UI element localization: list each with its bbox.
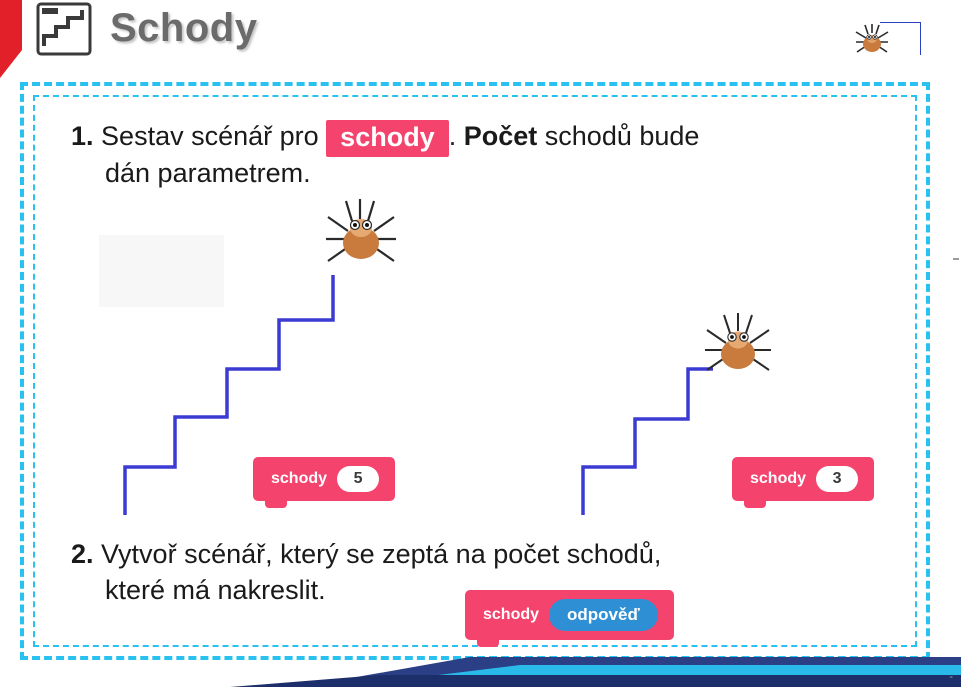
- task-1-period: .: [448, 121, 457, 151]
- scratch-block-schody-3[interactable]: [732, 457, 874, 501]
- task-1-line2: dán parametrem.: [105, 158, 311, 189]
- page-header: [0, 0, 961, 78]
- scratch-block-schody-5[interactable]: [253, 457, 395, 501]
- scratch-block-label-2: schody: [750, 470, 807, 487]
- spider-icon: [848, 20, 896, 60]
- task-1-bold-pocet: Počet: [463, 121, 538, 151]
- task-2-line2: které má nakreslit.: [105, 574, 326, 605]
- scratch-block-value-3[interactable]: odpověď: [549, 599, 658, 631]
- stairs-document-icon: [36, 2, 92, 56]
- task-2-number: 2.: [71, 539, 94, 569]
- scratch-block-label-1: schody: [271, 470, 328, 487]
- scratch-block-schody-odpoved[interactable]: [465, 590, 674, 640]
- page-title: Schody: [110, 6, 258, 50]
- task-1: [71, 119, 911, 192]
- side-tick-mark: [953, 258, 959, 260]
- scratch-block-value-2[interactable]: 3: [816, 466, 858, 492]
- scratch-block-label-3: schody: [483, 606, 540, 623]
- content-panel-inner-border: [33, 95, 917, 647]
- footer-decoration: [0, 653, 961, 687]
- scratch-block-value-1[interactable]: 5: [337, 466, 379, 492]
- spider-icon-right: [700, 309, 776, 388]
- spider-icon-left: [320, 195, 402, 280]
- task-1-number: 1.: [71, 121, 94, 151]
- task-2-line1: Vytvoř scénář, který se zeptá na počet schodů,: [101, 539, 662, 569]
- task-1-text-before: Sestav scénář pro: [101, 121, 319, 151]
- content-panel: [20, 82, 930, 660]
- task-1-tag-schody: schody: [326, 120, 449, 157]
- footer-mark: -: [949, 671, 953, 683]
- task-1-text-after: schodů bude: [544, 121, 700, 151]
- red-accent-bar: [0, 0, 22, 78]
